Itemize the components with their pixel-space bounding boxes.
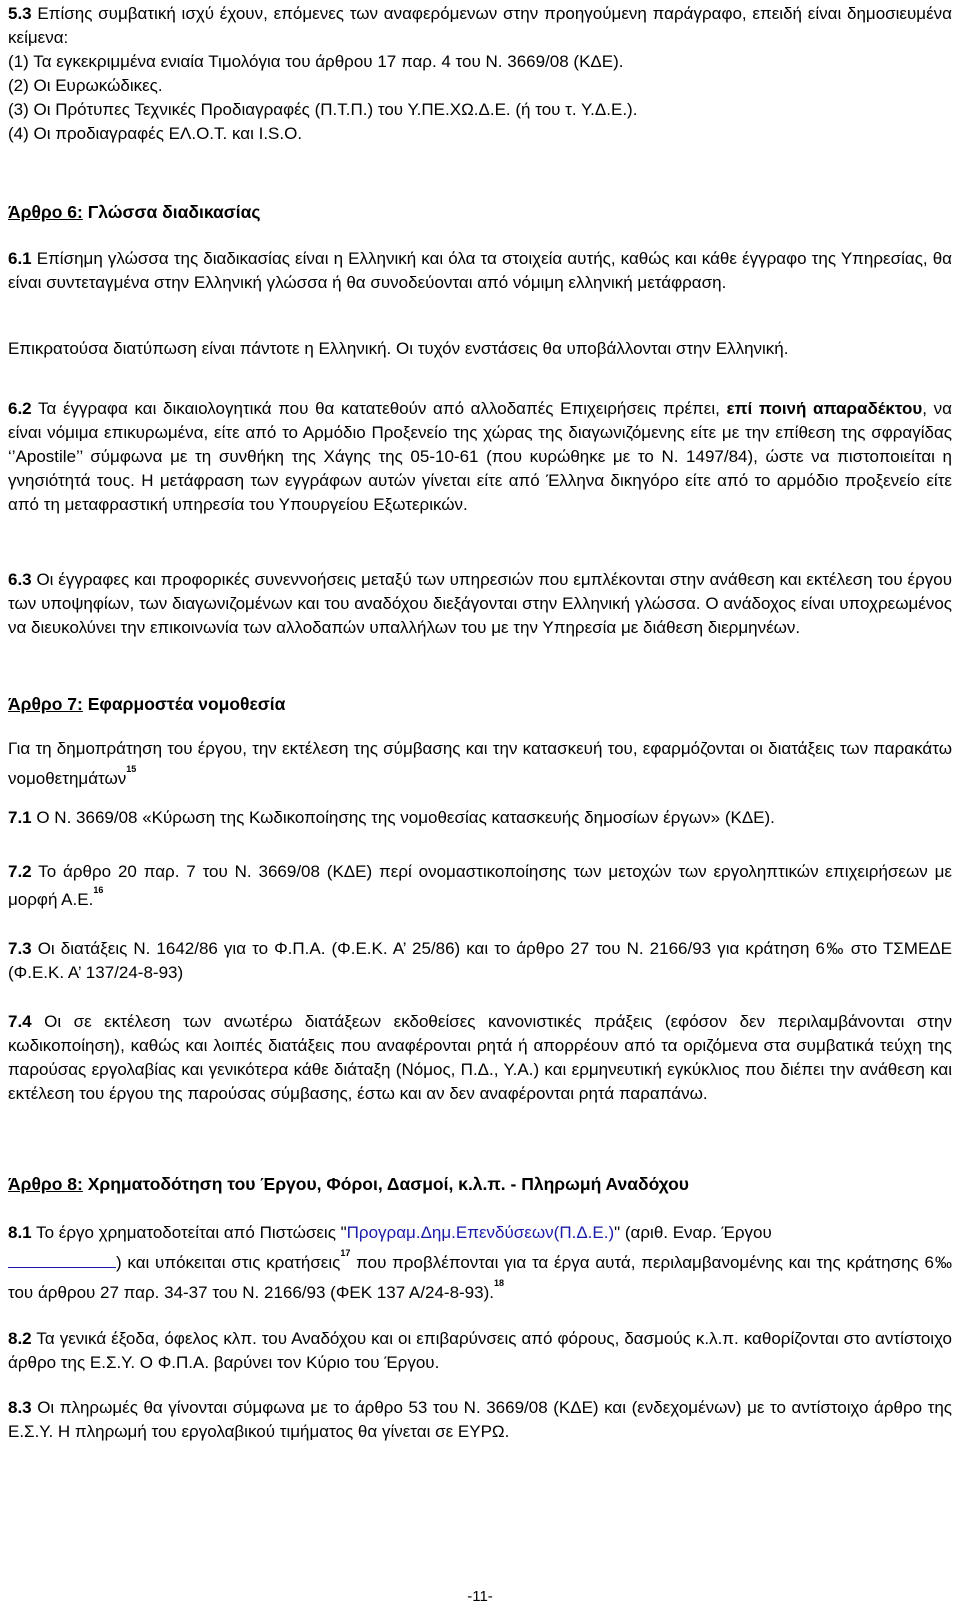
paragraph-number: 5.3 xyxy=(8,4,32,23)
paragraph-8-3 xyxy=(8,1396,952,1444)
paragraph-7-intro xyxy=(8,734,952,794)
paragraph-number: 7.3 xyxy=(8,939,32,958)
paragraph-number: 6.3 xyxy=(8,570,32,589)
footnote-ref: 15 xyxy=(126,764,137,774)
article-title: Εφαρμοστέα νομοθεσία xyxy=(82,694,286,714)
paragraph-6-1 xyxy=(8,247,952,295)
paragraph-8-2 xyxy=(8,1327,952,1375)
article-title: Γλώσσα διαδικασίας xyxy=(82,202,261,222)
paragraph-number: 6.1 xyxy=(8,249,32,268)
list-item: (2) Οι Ευρωκώδικες. xyxy=(8,76,163,95)
paragraph-7-4 xyxy=(8,1010,952,1106)
paragraph-text: Ο Ν. 3669/08 «Κύρωση της Κωδικοποίησης της νομοθεσίας κατασκευής δημοσίων έργων» (ΚΔΕ). xyxy=(31,808,775,827)
paragraph-6-1-b xyxy=(8,337,952,361)
list-item: (3) Οι Πρότυπες Τεχνικές Προδιαγραφές (Π.Τ.Π.) του Υ.ΠΕ.ΧΩ.Δ.Ε. (ή του τ. Υ.Δ.Ε.). xyxy=(8,100,638,119)
paragraph-text: Οι σε εκτέλεση των ανωτέρω διατάξεων εκδοθείσες κανονιστικές πράξεις (εφόσον δεν περιλαμβάνονται στην κωδικοποίηση), καθώς και λοιπές διατάξεις που αναφέρονται ρητά ή απορρέουν από τα οριζόμενα στα συμβατικά τεύχη της παρούσας εργολαβίας και γενικότερα κάθε διάταξη (Νόμος, Π.Δ., Υ.Α.) και ερμηνευτική εγκύκλιος που διέπει την ανάθεση και εκτέλεση του έργου της παρούσας σύμβασης, έστω και αν δεν αναφέρονται ρητά παραπάνω. xyxy=(8,1012,952,1103)
paragraph-5-3 xyxy=(8,2,952,146)
paragraph-text: Οι πληρωμές θα γίνονται σύμφωνα με το άρθρο 53 του Ν. 3669/08 (ΚΔΕ) και (ενδεχομένων) με το αντίστοιχο άρθρο της Ε.Σ.Υ. Η πληρωμή του εργολαβικού τιμήματος θα γίνεται σε ΕΥΡΩ. xyxy=(8,1398,952,1441)
paragraph-text: Το άρθρο 20 παρ. 7 του Ν. 3669/08 (ΚΔΕ) περί ονομαστικοποίησης των μετοχών των εργοληπτικών επιχειρήσεων με μορφή Α.Ε. xyxy=(8,862,952,909)
article-title: Χρηματοδότηση του Έργου, Φόροι, Δασμοί, κ.λ.π. - Πληρωμή Αναδόχου xyxy=(82,1174,689,1194)
paragraph-text: Επίσης συμβατική ισχύ έχουν, επόμενες των αναφερόμενων στην προηγούμενη παράγραφο, επειδή είναι δημοσιευμένα κείμενα: xyxy=(8,4,952,47)
paragraph-number: 6.2 xyxy=(8,399,32,418)
paragraph-text: " (αριθ. Εναρ. Έργου xyxy=(614,1223,772,1242)
paragraph-text: Το έργο χρηματοδοτείται από Πιστώσεις " xyxy=(31,1223,347,1242)
funding-program-link[interactable]: Προγραμ.Δημ.Επενδύσεων(Π.Δ.Ε.) xyxy=(346,1223,615,1242)
paragraph-text: Τα έγγραφα και δικαιολογητικά που θα κατατεθούν από αλλοδαπές Επιχειρήσεις πρέπει, xyxy=(31,399,727,418)
paragraph-text: ) και υπόκειται στις κρατήσεις xyxy=(116,1253,341,1272)
emphasis-text: επί ποινή απαραδέκτου xyxy=(726,399,923,418)
paragraph-text: που προβλέπονται για τα έργα αυτά, περιλαμβανομένης και της κράτησης 6‰ του άρθρου 27 παρ. 34-37 του Ν. 2166/93 (ΦΕΚ 137 Α/24-8-93). xyxy=(8,1253,952,1302)
paragraph-number: 8.2 xyxy=(8,1329,32,1348)
paragraph-number: 8.1 xyxy=(8,1223,32,1242)
article-6-heading xyxy=(8,200,952,224)
article-label: Άρθρο 8: xyxy=(8,1174,83,1194)
paragraph-6-3 xyxy=(8,568,952,640)
paragraph-text: , να είναι νόμιμα επικυρωμένα, είτε από το Αρμόδιο Προξενείο της χώρας της διαγωνιζόμενης είτε με την επίθεση της σφραγίδας ‘’Apostile’’ σύμφωνα με τη συνθήκη της Χάγης της 05-10-61 (που κυρώθηκε με το Ν. 1497/84), ώστε να πιστοποιείται η γνησιότητά τους. Η μετάφραση των εγγράφων αυτών γίνεται είτε από Έλληνα δικηγόρο είτε από το αρμόδιο προξενείο είτε από τη μεταφραστική υπηρεσία του Υπουργείου Εξωτερικών. xyxy=(8,399,952,514)
paragraph-text: Τα γενικά έξοδα, όφελος κλπ. του Αναδόχου και οι επιβαρύνσεις από φόρους, δασμούς κ.λ.π. καθορίζονται στο αντίστοιχο άρθρο της Ε.Σ.Υ. Ο Φ.Π.Α. βαρύνει τον Κύριο του Έργου. xyxy=(8,1329,952,1372)
project-number-blank xyxy=(8,1253,116,1268)
article-label: Άρθρο 6: xyxy=(8,202,83,222)
footnote-ref: 16 xyxy=(93,885,104,895)
paragraph-text: Για τη δημοπράτηση του έργου, την εκτέλεση της σύμβασης και την κατασκευή του, εφαρμόζονται οι διατάξεις των παρακάτω νομοθετημάτων xyxy=(8,739,952,788)
footnote-ref: 18 xyxy=(493,1278,504,1288)
paragraph-number: 7.4 xyxy=(8,1012,32,1031)
list-item: (1) Τα εγκεκριμμένα ενιαία Τιμολόγια του άρθρου 17 παρ. 4 του Ν. 3669/08 (ΚΔΕ). xyxy=(8,52,624,71)
paragraph-7-1 xyxy=(8,806,952,830)
footnote-ref: 17 xyxy=(340,1248,351,1258)
page-number: -11- xyxy=(467,1588,493,1605)
paragraph-8-1 xyxy=(8,1218,952,1308)
list-item: (4) Οι προδιαγραφές ΕΛ.Ο.Τ. και I.S.O. xyxy=(8,124,303,143)
paragraph-text: Επικρατούσα διατύπωση είναι πάντοτε η Ελληνική. Οι τυχόν ενστάσεις θα υποβάλλονται στην Ελληνική. xyxy=(8,339,789,358)
paragraph-number: 7.1 xyxy=(8,808,32,827)
paragraph-text: Οι διατάξεις Ν. 1642/86 για το Φ.Π.Α. (Φ.Ε.Κ. Α’ 25/86) και το άρθρο 27 του Ν. 2166/93 για κράτηση 6‰ στο ΤΣΜΕΔΕ (Φ.Ε.Κ. Α’ 137/24-8-93) xyxy=(8,939,952,982)
article-label: Άρθρο 7: xyxy=(8,694,83,714)
paragraph-7-3 xyxy=(8,937,952,985)
paragraph-number: 8.3 xyxy=(8,1398,32,1417)
article-8-heading xyxy=(8,1172,952,1196)
paragraph-6-2 xyxy=(8,397,952,517)
article-7-heading xyxy=(8,692,952,716)
paragraph-7-2 xyxy=(8,858,952,914)
paragraph-text: Οι έγγραφες και προφορικές συνεννοήσεις μεταξύ των υπηρεσιών που εμπλέκονται στην ανάθεση και εκτέλεση του έργου των υποψηφίων, των διαγωνιζομένων και του αναδόχου διεξάγονται στην Ελληνική γλώσσα. Ο ανάδοχος είναι υποχρεωμένος να διευκολύνει την επικοινωνία των αλλοδαπών υπαλλήλων του με την Υπηρεσία με διάθεση διερμηνέων. xyxy=(8,570,952,637)
paragraph-text: Επίσημη γλώσσα της διαδικασίας είναι η Ελληνική και όλα τα στοιχεία αυτής, καθώς και κάθε έγγραφο της Υπηρεσίας, θα είναι συντεταγμένα στην Ελληνική γλώσσα ή θα συνοδεύονται από νόμιμη ελληνική μετάφραση. xyxy=(8,249,952,292)
paragraph-number: 7.2 xyxy=(8,862,32,881)
